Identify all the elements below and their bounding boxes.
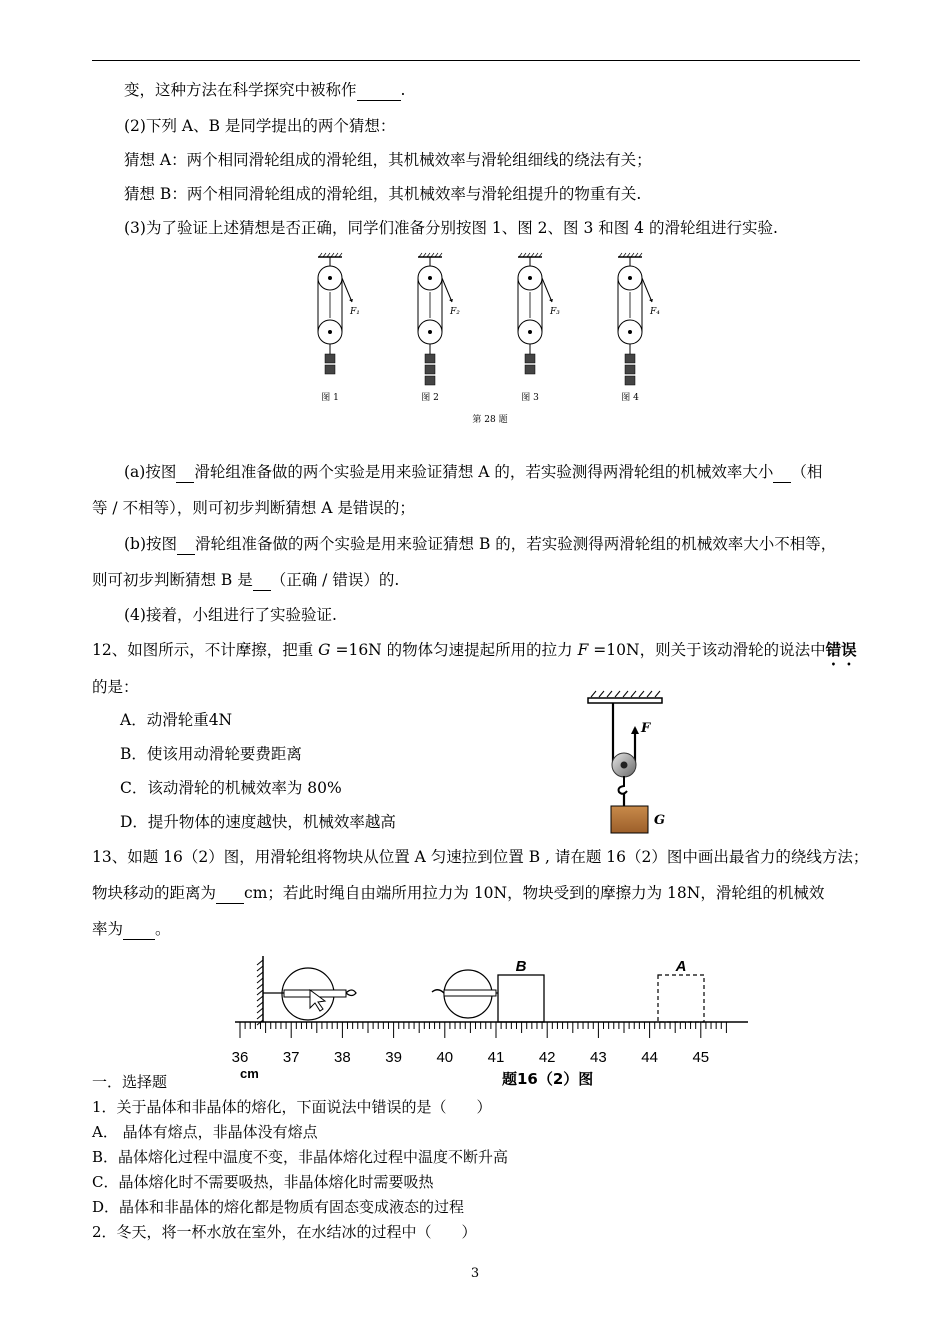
force-label: F bbox=[641, 721, 651, 736]
pulley-figures bbox=[290, 252, 690, 432]
q11-cont-end: . bbox=[400, 81, 406, 99]
mc-q2: 2．冬天，将一杯水放在室外，在水结冰的过程中（ ） bbox=[92, 1223, 477, 1241]
force-label-3: F₃ bbox=[550, 307, 560, 317]
mc-q1: 1．关于晶体和非晶体的熔化，下面说法中错误的是（ ） bbox=[92, 1098, 492, 1116]
guess-b: 猜想 B：两个相同滑轮组成的滑轮组，其机械效率与滑轮组提升的物重有关. bbox=[124, 185, 642, 203]
mc-q1-option-b: B．晶体熔化过程中温度不变，非晶体熔化过程中温度不断升高 bbox=[92, 1148, 509, 1166]
ruler-unit: cm bbox=[240, 1066, 259, 1081]
q11-cont-text: 变，这种方法在科学探究中被称作 bbox=[124, 81, 357, 99]
q11-continuation bbox=[124, 80, 405, 101]
force-label-4: F₄ bbox=[650, 307, 660, 317]
q11-part2: (2)下列 A、B 是同学提出的两个猜想： bbox=[124, 117, 396, 135]
ruler-label-42: 42 bbox=[538, 1049, 556, 1066]
mc-q1-option-d: D．晶体和非晶体的熔化都是物质有固态变成液态的过程 bbox=[92, 1198, 465, 1216]
q13-line1: 13、如题 16（2）图，用滑轮组将物块从位置 A 匀速拉到位置 B , 请在题 16（2）图中画出最省力的绕线方法； bbox=[92, 848, 869, 866]
q11-b-line2: 则可初步判断猜想 B 是 （正确 / 错误）的. bbox=[92, 571, 400, 589]
q11-a-blank-equal bbox=[773, 462, 791, 483]
ruler-label-44: 44 bbox=[641, 1049, 658, 1066]
figure-label-2: 图 2 bbox=[421, 393, 439, 403]
force-label-1: F₁ bbox=[350, 307, 360, 317]
q11-b-blank-correct bbox=[253, 570, 271, 591]
block-b bbox=[498, 975, 544, 1022]
ruler-figure bbox=[230, 950, 760, 1090]
ruler-label-37: 37 bbox=[282, 1049, 300, 1066]
ruler-label-45: 45 bbox=[692, 1049, 710, 1066]
q11-b-line1: (b)按图 滑轮组准备做的两个实验是用来验证猜想 B 的，若实验测得两滑轮组的机械效率大小不相等， bbox=[124, 535, 837, 553]
ruler-label-39: 39 bbox=[385, 1049, 402, 1066]
q11-a-line1: (a)按图 滑轮组准备做的两个实验是用来验证猜想 A 的，若实验测得两滑轮组的机械效率大小 （相 bbox=[124, 463, 823, 481]
header-rule bbox=[92, 60, 860, 61]
q12-option-d: D．提升物体的速度越快，机械效率越高 bbox=[120, 813, 396, 831]
mc-q1-option-a: A． 晶体有熔点，非晶体没有熔点 bbox=[92, 1123, 318, 1141]
q13-line2: 物块移动的距离为 cm；若此时绳自由端所用拉力为 10N，物块受到的摩擦力为 18N，滑轮组的机械效 bbox=[92, 884, 825, 902]
label-b: B bbox=[515, 958, 527, 975]
block-a-dashed bbox=[658, 975, 704, 1022]
q11-part3: (3)为了验证上述猜想是否正确，同学们准备分别按图 1、图 2、图 3 和图 4 的滑轮组进行实验. bbox=[124, 219, 778, 237]
ruler-ticks bbox=[240, 1022, 726, 1038]
ruler-label-43: 43 bbox=[590, 1049, 607, 1066]
q12-stem-end: 的是： bbox=[92, 678, 139, 696]
q11-part4: (4)接着，小组进行了实验验证. bbox=[124, 606, 337, 624]
q12-option-b: B．使该用动滑轮要费距离 bbox=[120, 745, 302, 763]
ruler-label-36: 36 bbox=[231, 1049, 249, 1066]
force-arrow bbox=[631, 726, 639, 734]
page-number: 3 bbox=[470, 1266, 480, 1281]
ruler-label-38: 38 bbox=[334, 1049, 351, 1066]
pulley-figure-2 bbox=[418, 253, 460, 403]
q13-blank-distance bbox=[216, 883, 244, 904]
ruler-label-41: 41 bbox=[487, 1049, 505, 1066]
figure-label-4: 图 4 bbox=[621, 393, 639, 403]
q12-stem: 12、如图所示，不计摩擦，把重 G =16N 的物体匀速提起所用的拉力 F =10N，则关于该动滑轮的说法中错误 bbox=[92, 640, 857, 659]
q12-option-c: C．该动滑轮的机械效率为 80% bbox=[120, 779, 342, 797]
ceiling bbox=[588, 691, 662, 703]
pulley-figure-3 bbox=[518, 253, 560, 403]
weight-label: G bbox=[654, 813, 666, 828]
figure-label-3: 图 3 bbox=[521, 393, 539, 403]
hook bbox=[619, 776, 627, 794]
ruler-figure-caption: 题16（2）图 bbox=[502, 1070, 594, 1088]
guess-a: 猜想 A：两个相同滑轮组成的滑轮组，其机械效率与滑轮组细线的绕法有关； bbox=[124, 151, 652, 169]
mc-q1-option-c: C．晶体熔化时不需要吸热，非晶体熔化时需要吸热 bbox=[92, 1173, 434, 1191]
movable-pulley-figure bbox=[585, 690, 680, 840]
q13-blank-efficiency bbox=[123, 919, 155, 940]
q11-a-line2: 等 / 不相等），则可初步判断猜想 A 是错误的； bbox=[92, 499, 415, 517]
pulley-figure-4 bbox=[618, 253, 660, 403]
wall bbox=[257, 956, 263, 1025]
figure-label-1: 图 1 bbox=[321, 393, 339, 403]
ruler-labels bbox=[232, 1049, 709, 1066]
q12-emphasis: 错误 bbox=[825, 640, 857, 659]
weight-block bbox=[611, 806, 648, 833]
q11-a-blank-figure bbox=[176, 462, 194, 483]
q12-option-a: A．动滑轮重4N bbox=[120, 711, 233, 729]
force-label-2: F₂ bbox=[450, 307, 460, 317]
pulley-figure-1 bbox=[318, 253, 360, 403]
q13-line3: 率为 。 bbox=[92, 920, 171, 938]
label-a: A bbox=[675, 958, 687, 975]
section-heading: 一．选择题 bbox=[92, 1073, 168, 1091]
q11-blank-method bbox=[357, 80, 401, 101]
pulley-figure-caption: 第 28 题 bbox=[472, 415, 508, 425]
q11-b-blank-figure bbox=[177, 534, 195, 555]
ruler-label-40: 40 bbox=[436, 1049, 454, 1066]
